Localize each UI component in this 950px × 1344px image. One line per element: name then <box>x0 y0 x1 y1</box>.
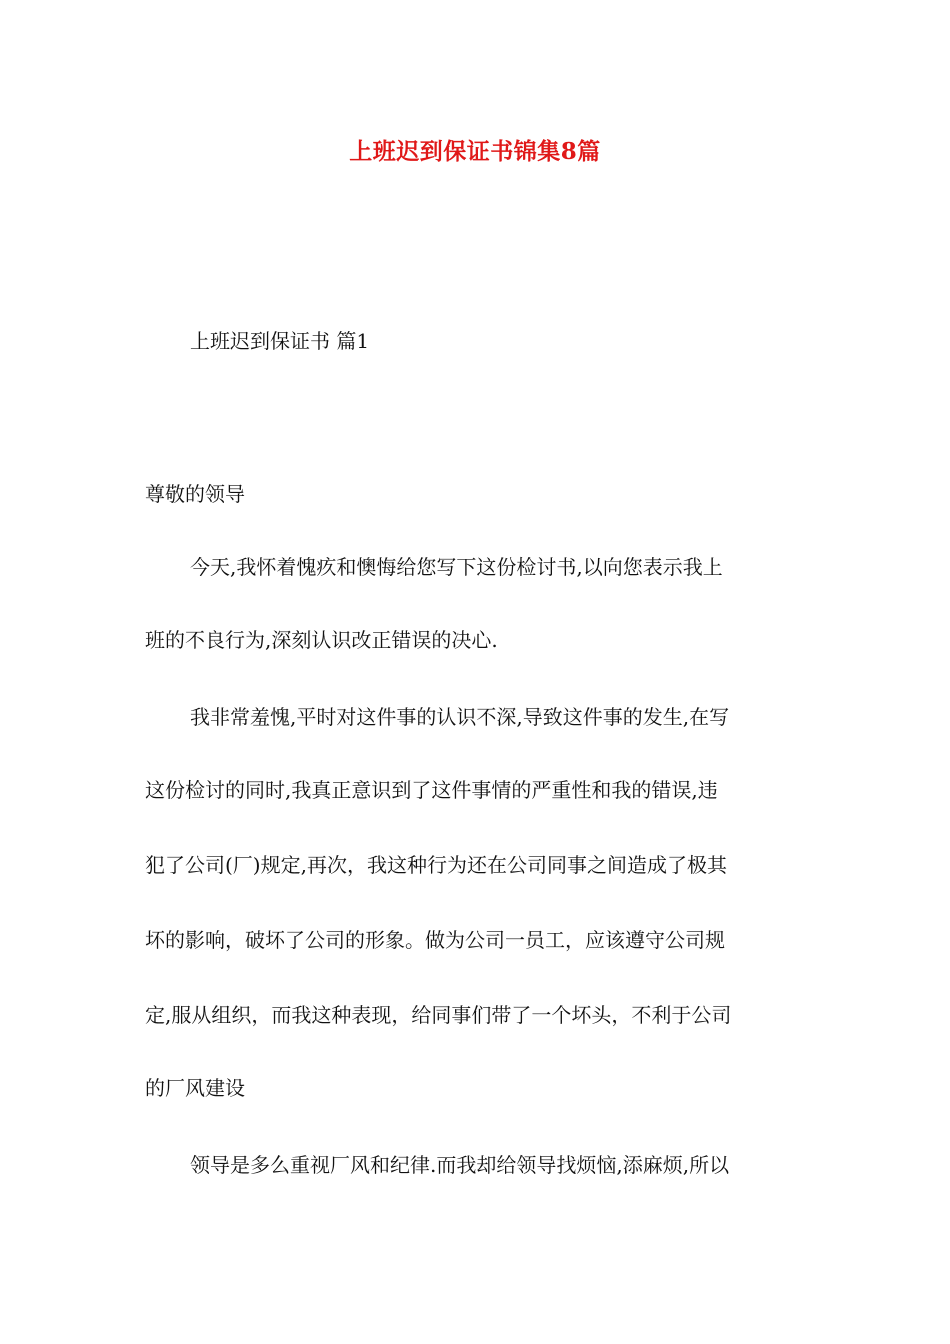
paragraph-line: 今天,我怀着愧疚和懊悔给您写下这份检讨书,以向您表示我上 <box>190 555 723 579</box>
salutation: 尊敬的领导 <box>145 482 245 506</box>
section-heading: 上班迟到保证书 篇1 <box>190 329 370 353</box>
paragraph-line: 坏的影响，破坏了公司的形象。做为公司一员工，应该遵守公司规 <box>145 928 725 952</box>
paragraph-line: 的厂风建设 <box>145 1076 245 1100</box>
document-title: 上班迟到保证书锦集8篇 <box>349 138 601 165</box>
paragraph-line: 犯了公司(厂)规定,再次，我这种行为还在公司同事之间造成了极其 <box>145 853 727 877</box>
paragraph-line: 我非常羞愧,平时对这件事的认识不深,导致这件事的发生,在写 <box>190 705 730 729</box>
paragraph-line: 定,服从组织，而我这种表现，给同事们带了一个坏头，不利于公司 <box>145 1003 732 1027</box>
paragraph-line: 这份检讨的同时,我真正意识到了这件事情的严重性和我的错误,违 <box>145 778 718 802</box>
paragraph-line: 班的不良行为,深刻认识改正错误的决心. <box>145 628 498 652</box>
paragraph-line: 领导是多么重视厂风和纪律.而我却给领导找烦恼,添麻烦,所以 <box>190 1153 730 1177</box>
